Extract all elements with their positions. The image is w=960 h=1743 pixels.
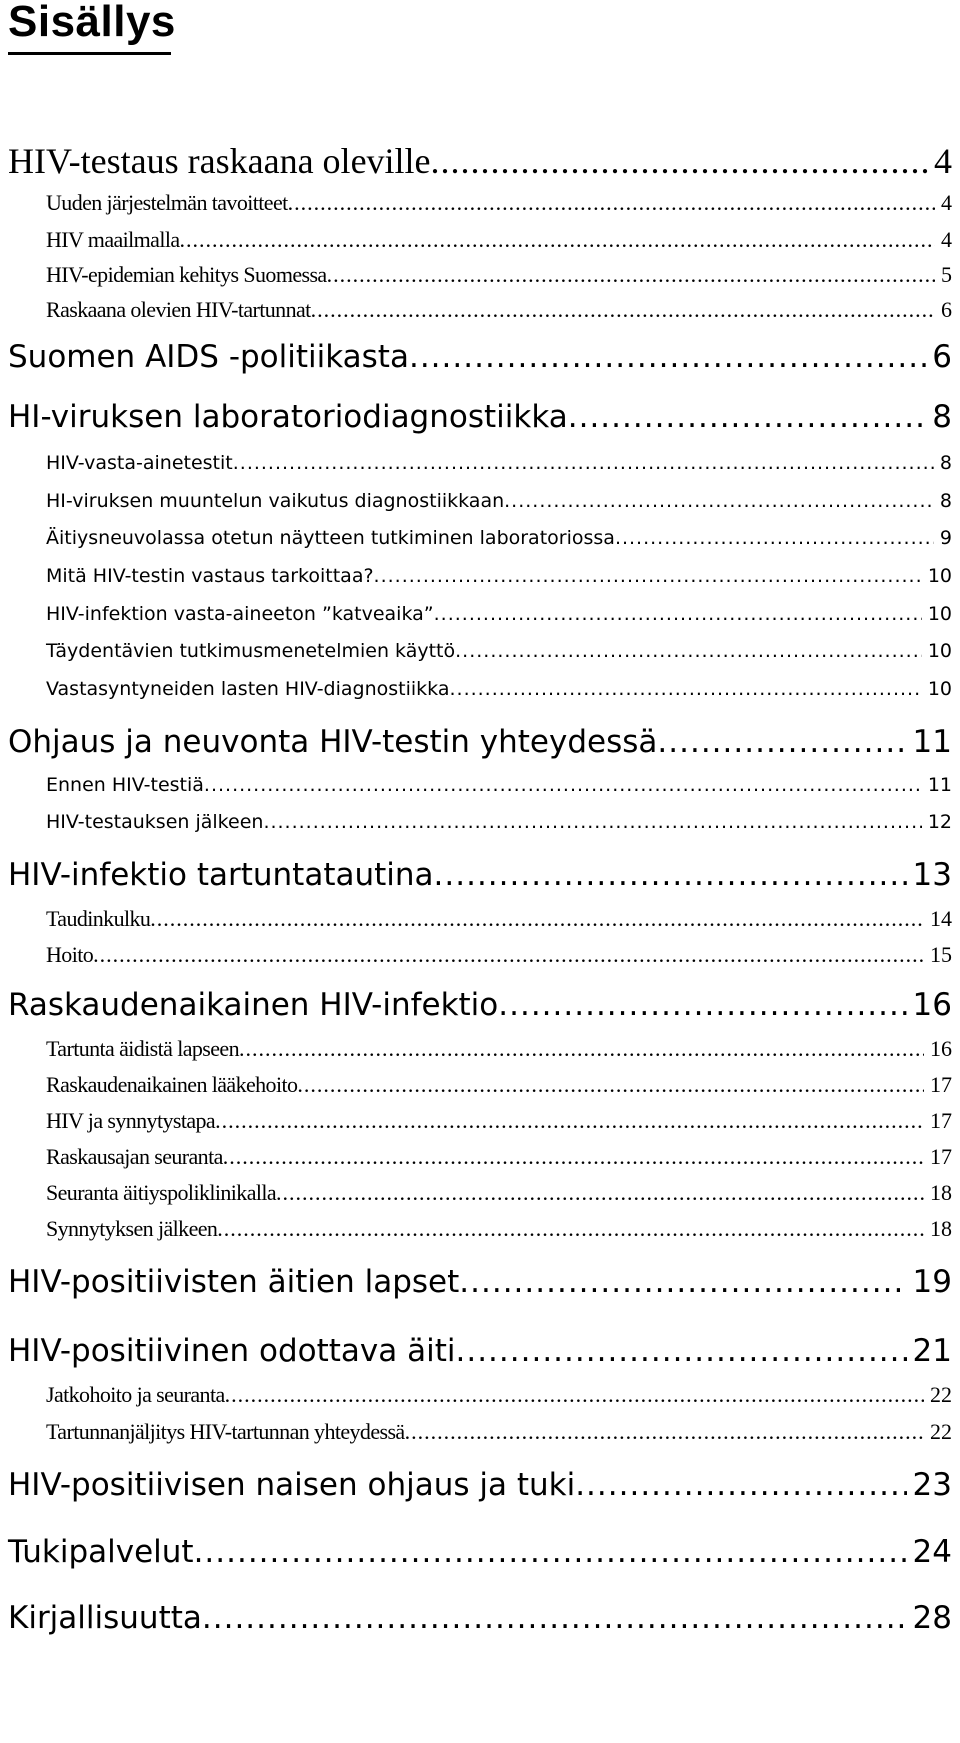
toc-label: HIV-infektion vasta-aineeton ”katveaika” — [46, 603, 434, 625]
toc-label: Äitiysneuvolassa otetun näytteen tutkiminen laboratoriossa — [46, 527, 615, 549]
toc-leader-dots — [459, 1262, 906, 1302]
toc-leader-dots — [504, 488, 934, 514]
toc-page-number: 17 — [930, 1108, 952, 1133]
toc-leader-dots — [225, 1382, 924, 1408]
toc-label: Ennen HIV-testiä — [46, 774, 204, 796]
toc-label: HI-viruksen muuntelun vaikutus diagnostiikkaan — [46, 490, 505, 512]
toc-page-number: 15 — [930, 942, 952, 967]
toc-page-number: 24 — [912, 1534, 952, 1570]
toc-entry-mita-hiv-testin-vastaus[interactable] — [46, 563, 952, 589]
toc-section-hiv-positiivisen-naisen-ohjaus[interactable] — [8, 1465, 952, 1505]
toc-page-number: 17 — [930, 1072, 952, 1097]
toc-label: Raskaudenaikainen lääkehoito — [46, 1072, 298, 1097]
toc-entry-aitiysneuvolassa-otetun-naytteen[interactable] — [46, 525, 952, 551]
toc-entry-hiv-maailmalla[interactable] — [46, 227, 952, 253]
toc-page-number: 9 — [939, 527, 952, 549]
toc-page-number: 17 — [930, 1144, 952, 1169]
toc-entry-raskausajan-seuranta[interactable] — [46, 1144, 952, 1170]
toc-leader-dots — [311, 297, 935, 323]
toc-label: Tukipalvelut — [8, 1534, 194, 1570]
toc-page-number: 8 — [939, 490, 952, 512]
toc-section-suomen-aids-politiikasta[interactable] — [8, 337, 952, 377]
toc-leader-dots — [434, 601, 922, 627]
toc-entry-seuranta-aitiyspoliklinikalla[interactable] — [46, 1180, 952, 1206]
toc-label: Raskaana olevien HIV-tartunnat — [46, 297, 311, 322]
toc-leader-dots — [409, 337, 926, 377]
toc-page-number: 4 — [941, 227, 952, 252]
toc-leader-dots — [374, 563, 922, 589]
toc-page-number: 10 — [927, 565, 952, 587]
toc-entry-uuden-jarjestelman-tavoitteet[interactable] — [46, 190, 952, 216]
toc-page-number: 6 — [941, 297, 952, 322]
toc-label: Tartunta äidistä lapseen — [46, 1036, 239, 1061]
toc-label: Synnytyksen jälkeen — [46, 1216, 218, 1241]
toc-label: HIV-infektio tartuntatautina — [8, 857, 434, 893]
toc-leader-dots — [455, 638, 922, 664]
toc-entry-taudinkulku[interactable] — [46, 906, 952, 932]
toc-leader-dots — [217, 1216, 924, 1242]
toc-leader-dots — [405, 1419, 924, 1445]
toc-label: HIV-vasta-ainetestit — [46, 452, 233, 474]
toc-leader-dots — [93, 942, 924, 968]
toc-label: Kirjallisuutta — [8, 1600, 202, 1636]
toc-label: Tartunnanjäljitys HIV-tartunnan yhteydessä — [46, 1419, 405, 1444]
toc-page-number: 18 — [930, 1180, 952, 1205]
toc-page-number: 19 — [912, 1264, 952, 1300]
toc-leader-dots — [449, 676, 921, 702]
toc-leader-dots — [434, 855, 907, 895]
toc-page-number: 22 — [930, 1382, 952, 1407]
toc-entry-raskaana-olevien-hiv-tartunnat[interactable] — [46, 297, 952, 323]
toc-label: HIV-testaus raskaana oleville — [8, 141, 431, 181]
toc-entry-synnytyksen-jalkeen[interactable] — [46, 1216, 952, 1242]
toc-page-number: 21 — [912, 1333, 952, 1369]
toc-leader-dots — [150, 906, 924, 932]
toc-leader-dots — [194, 1532, 907, 1572]
toc-label: Täydentävien tutkimusmenetelmien käyttö — [46, 640, 456, 662]
toc-page-number: 10 — [927, 603, 952, 625]
toc-leader-dots — [239, 1036, 924, 1062]
toc-page-number: 6 — [932, 339, 952, 375]
toc-leader-dots — [297, 1072, 924, 1098]
page-title: Sisällys — [8, 0, 176, 46]
toc-page-number: 11 — [927, 774, 952, 796]
toc-entry-hoito[interactable] — [46, 942, 952, 968]
toc-label: Raskausajan seuranta — [46, 1144, 223, 1169]
toc-page-number: 14 — [930, 906, 952, 931]
toc-label: Mitä HIV-testin vastaus tarkoittaa? — [46, 565, 374, 587]
toc-leader-dots — [202, 1598, 907, 1638]
toc-label: HIV-positiivisten äitien lapset — [8, 1264, 460, 1300]
toc-leader-dots — [657, 722, 906, 762]
toc-label: HIV-positiivinen odottava äiti — [8, 1333, 456, 1369]
toc-label: Hoito — [46, 942, 94, 967]
toc-leader-dots — [223, 1144, 924, 1170]
toc-label: Jatkohoito ja seuranta — [46, 1382, 225, 1407]
toc-leader-dots — [180, 227, 935, 253]
toc-section-hiv-positiivinen-odottava-aiti[interactable] — [8, 1331, 952, 1371]
toc-page-number: 10 — [927, 640, 952, 662]
toc-section-hiv-infektio-tartuntatautina[interactable] — [8, 855, 952, 895]
toc-leader-dots — [456, 1331, 907, 1371]
toc-entry-raskaudenaikainen-laakehoito[interactable] — [46, 1072, 952, 1098]
toc-label: HIV-epidemian kehitys Suomessa — [46, 262, 327, 287]
toc-page-number: 18 — [930, 1216, 952, 1241]
toc-page-number: 4 — [934, 141, 952, 181]
toc-page-number: 23 — [912, 1467, 952, 1503]
toc-label: Suomen AIDS -politiikasta — [8, 339, 409, 375]
toc-page-number: 28 — [912, 1600, 952, 1636]
toc-leader-dots — [263, 809, 921, 835]
toc-page-number: 10 — [927, 678, 952, 700]
toc-entry-hiv-ja-synnytystapa[interactable] — [46, 1108, 952, 1134]
toc-entry-hiv-testauksen-jalkeen[interactable] — [46, 809, 952, 835]
toc-leader-dots — [498, 985, 906, 1025]
toc-page-number: 8 — [932, 399, 952, 435]
toc-label: HIV-testauksen jälkeen — [46, 811, 264, 833]
toc-leader-dots — [568, 397, 927, 437]
toc-page-number: 16 — [912, 987, 952, 1023]
toc-entry-jatkohoito-ja-seuranta[interactable] — [46, 1382, 952, 1408]
toc-label: HIV maailmalla — [46, 227, 180, 252]
toc-section-raskaudenaikainen-hiv-infektio[interactable] — [8, 985, 952, 1025]
toc-label: Ohjaus ja neuvonta HIV-testin yhteydessä — [8, 724, 658, 760]
toc-entry-vastasyntyneiden-diagnostiikka[interactable] — [46, 676, 952, 702]
toc-label: Seuranta äitiyspoliklinikalla — [46, 1180, 277, 1205]
toc-label: HI-viruksen laboratoriodiagnostiikka — [8, 399, 568, 435]
toc-entry-hiv-vasta-ainetestit[interactable] — [46, 450, 952, 476]
toc-leader-dots — [327, 262, 935, 288]
toc-page-number: 4 — [941, 190, 952, 215]
toc-entry-muuntelun-vaikutus[interactable] — [46, 488, 952, 514]
toc-leader-dots — [276, 1180, 924, 1206]
toc-entry-taydentavien-tutkimusmenetelmien[interactable] — [46, 638, 952, 664]
toc-leader-dots — [615, 525, 934, 551]
toc-label: Uuden järjestelmän tavoitteet — [46, 190, 288, 215]
toc-section-tukipalvelut[interactable] — [8, 1532, 952, 1572]
toc-label: HIV ja synnytystapa — [46, 1108, 216, 1133]
toc-section-kirjallisuutta[interactable] — [8, 1598, 952, 1638]
toc-page-number: 8 — [939, 452, 952, 474]
toc-entry-katveaika[interactable] — [46, 601, 952, 627]
toc-section-ohjaus-ja-neuvonta[interactable] — [8, 722, 952, 762]
toc-leader-dots — [204, 772, 922, 798]
toc-section-hiv-testaus[interactable] — [8, 141, 952, 181]
toc-leader-dots — [215, 1108, 924, 1134]
toc-entry-ennen-hiv-testia[interactable] — [46, 772, 952, 798]
toc-label: Taudinkulku — [46, 906, 151, 931]
toc-entry-hiv-epidemian-kehitys[interactable] — [46, 262, 952, 288]
toc-page-number: 12 — [927, 811, 952, 833]
toc-page-number: 13 — [912, 857, 952, 893]
toc-label: Raskaudenaikainen HIV-infektio — [8, 987, 499, 1023]
toc-leader-dots — [233, 450, 934, 476]
title-underline — [8, 52, 171, 55]
toc-leader-dots — [575, 1465, 906, 1505]
toc-page-number: 5 — [941, 262, 952, 287]
toc-page-number: 11 — [912, 724, 952, 760]
toc-leader-dots — [431, 141, 928, 181]
toc-section-hi-viruksen-laboratoriodiagnostiikka[interactable] — [8, 397, 952, 437]
toc-page-number: 16 — [930, 1036, 952, 1061]
toc-section-hiv-positiivisten-aitien-lapset[interactable] — [8, 1262, 952, 1302]
toc-entry-tartunnanjaljitys[interactable] — [46, 1419, 952, 1445]
toc-entry-tartunta-aidista-lapseen[interactable] — [46, 1036, 952, 1062]
toc-page-number: 22 — [930, 1419, 952, 1444]
toc-label: Vastasyntyneiden lasten HIV-diagnostiikka — [46, 678, 450, 700]
toc-leader-dots — [288, 190, 935, 216]
toc-label: HIV-positiivisen naisen ohjaus ja tuki — [8, 1467, 576, 1503]
